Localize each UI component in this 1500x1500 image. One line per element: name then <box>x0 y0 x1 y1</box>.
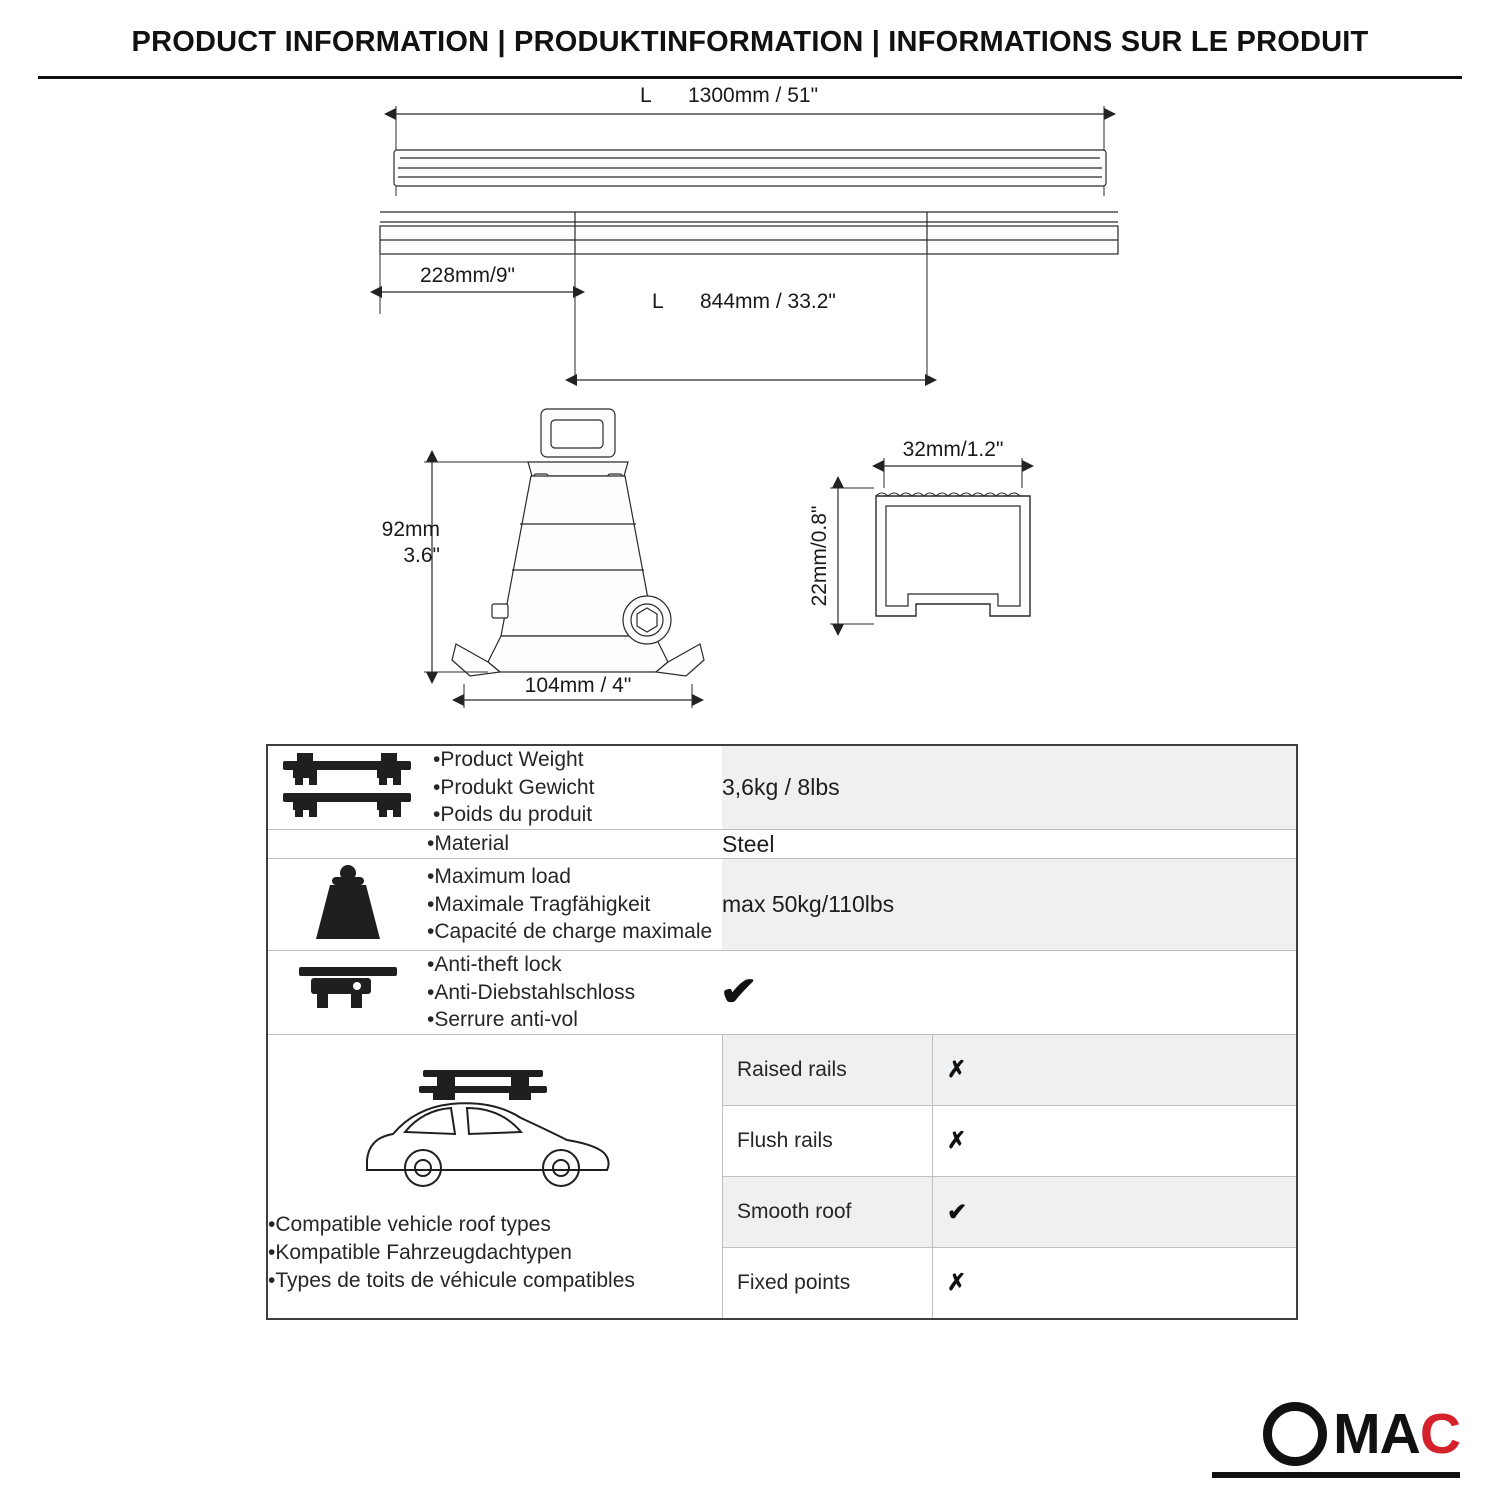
label-line: •Types de toits de véhicule compatibles <box>268 1269 635 1293</box>
value-product-weight: 3,6kg / 8lbs <box>722 745 1297 830</box>
car-with-rack-icon <box>268 1058 722 1199</box>
value-material: Steel <box>722 830 1297 859</box>
dim-length-value: 1300mm / 51" <box>688 84 819 107</box>
label-line: •Serrure anti-vol <box>427 1008 578 1032</box>
compat-name: Fixed points <box>723 1248 933 1319</box>
compat-value <box>933 1177 1297 1248</box>
dim-height-line1: 92mm <box>381 518 440 541</box>
label-line: •Maximum load <box>427 864 571 888</box>
label-line: •Produkt Gewicht <box>433 775 595 799</box>
title-divider <box>38 76 1462 79</box>
compatibility-matrix <box>722 1035 1297 1320</box>
dim-profileheight-value: 22mm/0.8" <box>808 505 831 607</box>
table-row-anti-theft <box>267 950 1297 1034</box>
dim-profilewidth-value: 32mm/1.2" <box>902 438 1004 461</box>
dim-footwidth-value: 104mm / 4" <box>524 674 632 697</box>
logo-underline <box>1212 1472 1460 1478</box>
dim-length-label: L <box>640 84 652 107</box>
dim-span-value: 844mm / 33.2" <box>700 290 836 313</box>
compat-row-raised-rails <box>723 1035 1297 1106</box>
label-line: •Material <box>427 832 510 856</box>
logo-text-dark: MA <box>1333 1401 1420 1466</box>
check-icon: ✔ <box>719 970 759 1015</box>
value-anti-theft <box>719 950 1297 1034</box>
label-line: •Anti-theft lock <box>427 952 562 976</box>
label-line: •Compatible vehicle roof types <box>268 1212 551 1236</box>
table-row-weight <box>267 745 1297 830</box>
logo-text-accent: C <box>1419 1401 1460 1466</box>
dim-span-label: L <box>652 290 664 313</box>
table-row-material <box>267 830 1297 859</box>
cross-icon: ✗ <box>947 1270 967 1296</box>
weight-icon <box>267 858 427 950</box>
lock-icon <box>267 950 427 1034</box>
compat-name: Raised rails <box>723 1035 933 1106</box>
omac-logo <box>1263 1402 1460 1466</box>
label-line: •Poids du produit <box>433 803 593 827</box>
compat-value <box>933 1248 1297 1319</box>
label-anti-theft <box>427 950 722 1034</box>
no-icon <box>267 830 427 859</box>
product-spec-table <box>266 744 1298 1320</box>
dim-height-line2: 3.6" <box>403 544 440 567</box>
table-row-compatibility <box>267 1035 1297 1320</box>
label-line: •Kompatible Fahrzeugdachtypen <box>268 1240 572 1264</box>
label-product-weight <box>427 745 722 830</box>
compatibility-info <box>267 1035 722 1320</box>
table-row-max-load <box>267 858 1297 950</box>
compat-value <box>933 1035 1297 1106</box>
value-max-load: max 50kg/110lbs <box>722 858 1297 950</box>
label-line: •Product Weight <box>433 748 584 771</box>
crossbars-icon <box>267 745 427 830</box>
cross-icon: ✗ <box>947 1128 967 1154</box>
label-line: •Capacité de charge maximale <box>427 920 713 944</box>
page-title: PRODUCT INFORMATION | PRODUKTINFORMATION | INFORMATIONS SUR LE PRODUIT <box>131 26 1369 58</box>
compat-name: Flush rails <box>723 1106 933 1177</box>
check-icon: ✔ <box>947 1198 968 1226</box>
cross-icon: ✗ <box>947 1057 967 1083</box>
label-line: •Maximale Tragfähigkeit <box>427 892 651 916</box>
label-max-load <box>427 858 722 950</box>
compat-row-flush-rails <box>723 1106 1297 1177</box>
label-line: •Anti-Diebstahlschloss <box>427 980 636 1004</box>
label-material <box>427 830 722 859</box>
technical-drawing <box>0 84 1500 724</box>
dim-offset-value: 228mm/9" <box>420 264 515 287</box>
compatibility-labels <box>268 1211 722 1295</box>
compat-row-smooth-roof <box>723 1177 1297 1248</box>
compat-name: Smooth roof <box>723 1177 933 1248</box>
logo-o-icon <box>1263 1402 1327 1466</box>
compat-row-fixed-points <box>723 1248 1297 1319</box>
compat-value <box>933 1106 1297 1177</box>
